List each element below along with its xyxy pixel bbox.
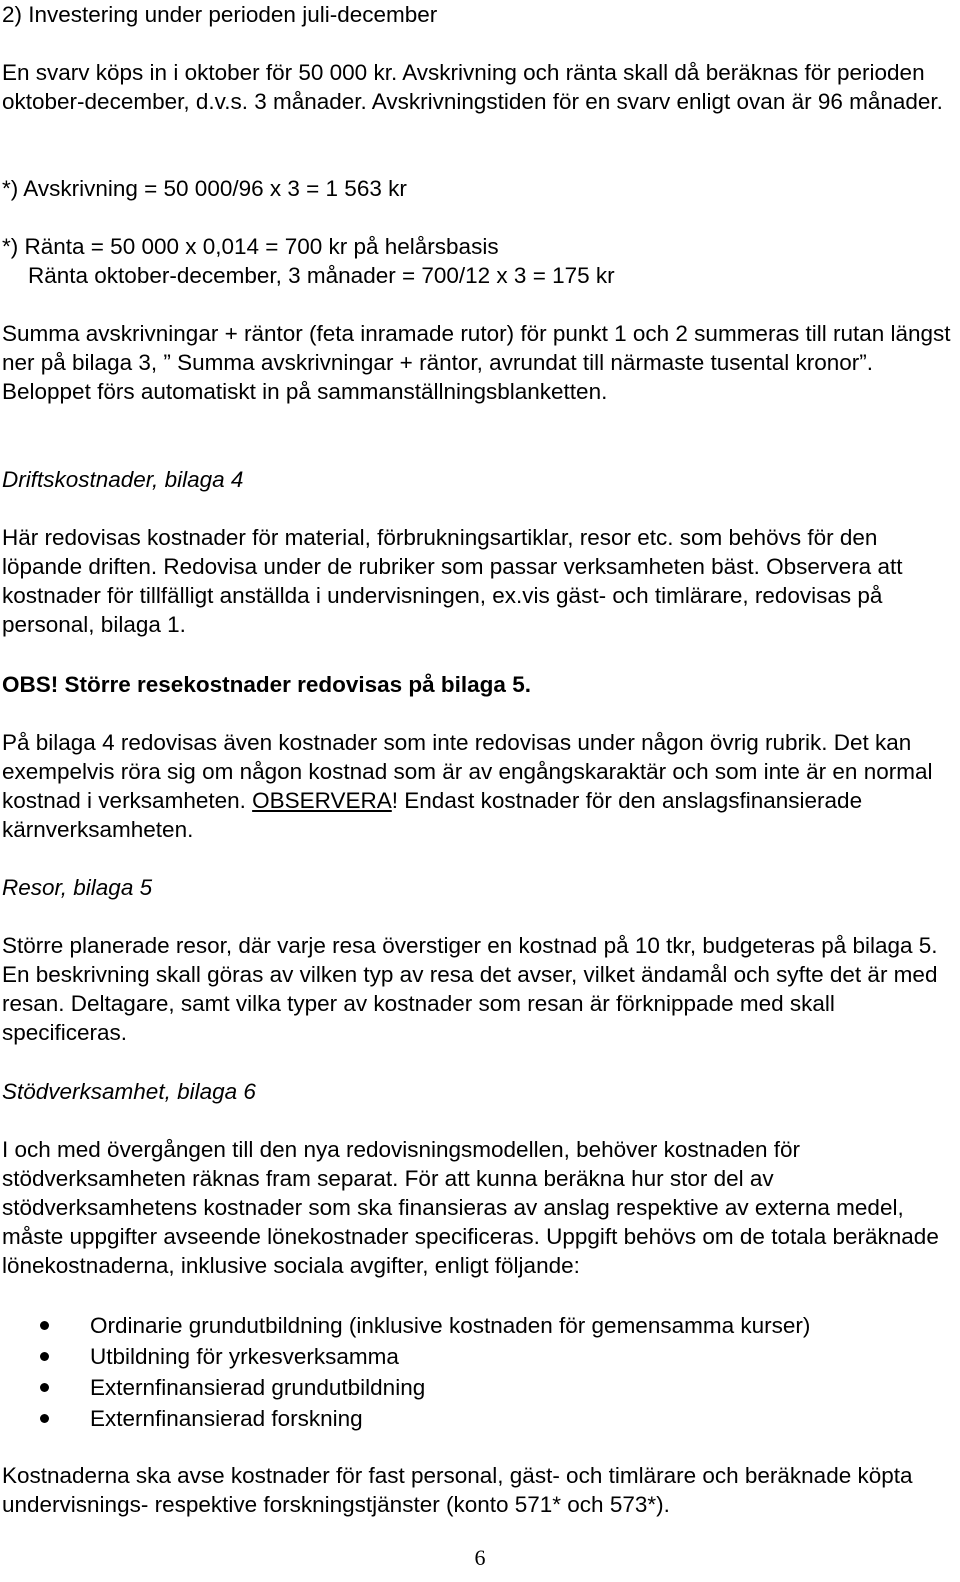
section-heading-operating-costs: Driftskostnader, bilaga 4: [2, 467, 244, 492]
closing-paragraph: Kostnaderna ska avse kostnader för fast personal, gäst- och timlärare och beräknade köpta undervisnings- respektive forskningstjänster (konto 571* och 573*).: [2, 1463, 913, 1517]
salary-category-list: [2, 1310, 954, 1434]
page-number: 6: [474, 1545, 486, 1570]
bullet-icon: [40, 1383, 49, 1392]
other-costs-paragraph: [2, 728, 954, 844]
bullet-icon: [40, 1414, 49, 1423]
other-costs-text-a: På bilaga 4 redovisas även kostnader som inte redovisas under någon övrig rubrik. Det kan exempelvis röra sig om någon kostnad som är av engångskaraktär och som inte är en normal kostnad i verksamheten.: [2, 730, 933, 813]
section-heading-travel: Resor, bilaga 5: [2, 875, 153, 900]
travel-paragraph: Större planerade resor, där varje resa överstiger en kostnad på 10 tkr, budgeteras på bilaga 5. En beskrivning skall göras av vilken typ av resa det avser, vilket ändamål och syfte det är med resan. Deltagare, samt vilka typer av kostnader som resan är förknippade med skall specificeras.: [2, 933, 938, 1045]
section-heading-support: Stödverksamhet, bilaga 6: [2, 1079, 256, 1104]
bullet-icon: [40, 1321, 49, 1330]
summary-paragraph: Summa avskrivningar + räntor (feta inramade rutor) för punkt 1 och 2 summeras till rutan längst ner på bilaga 3, ” Summa avskrivningar + räntor, avrundat till närmaste tusental kronor”. Beloppet förs automatiskt in på sammanställningsblanketten.: [2, 321, 951, 404]
list-item: Ordinarie grundutbildning (inklusive kostnaden för gemensamma kurser): [2, 1310, 954, 1341]
interest-period-calculation: Ränta oktober-december, 3 månader = 700/12 x 3 = 175 kr: [28, 263, 615, 288]
list-item: Externfinansierad forskning: [2, 1403, 954, 1434]
section-heading-investment: 2) Investering under perioden juli-december: [2, 2, 438, 27]
investment-intro-paragraph: En svarv köps in i oktober för 50 000 kr. Avskrivning och ränta skall då beräknas för perioden oktober-december, d.v.s. 3 månader. Avskrivningstiden för en svarv enligt ovan är 96 månader.: [2, 60, 943, 114]
list-item: Externfinansierad grundutbildning: [2, 1372, 954, 1403]
depreciation-calculation: *) Avskrivning = 50 000/96 x 3 = 1 563 kr: [2, 176, 407, 201]
list-item: Utbildning för yrkesverksamma: [2, 1341, 954, 1372]
bullet-icon: [40, 1352, 49, 1361]
other-costs-text-b: ! Endast kostnader för den anslagsfinansierade kärnverksamheten.: [2, 788, 863, 842]
operating-costs-paragraph: Här redovisas kostnader för material, förbrukningsartiklar, resor etc. som behövs för den löpande driften. Redovisa under de rubriker som passar verksamheten bäst. Observera att kostnader för tillfälligt anställda i undervisningen, ex.vis gäst- och timlärare, redovisas på personal, bilaga 1.: [2, 525, 903, 637]
obs-travel-note: OBS! Större resekostnader redovisas på bilaga 5.: [2, 672, 531, 697]
observera-underlined: OBSERVERA: [252, 788, 392, 813]
support-paragraph: I och med övergången till den nya redovisningsmodellen, behöver kostnaden för stödverksamheten räknas fram separat. För att kunna beräkna hur stor del av stödverksamhetens kostnader som ska finansieras av anslag respektive av externa medel, måste uppgifter avseende lönekostnader specificeras. Uppgift behövs om de totala beräknade lönekostnaderna, inklusive sociala avgifter, enligt följande:: [2, 1137, 939, 1278]
interest-calculation: *) Ränta = 50 000 x 0,014 = 700 kr på helårsbasis: [2, 234, 499, 259]
